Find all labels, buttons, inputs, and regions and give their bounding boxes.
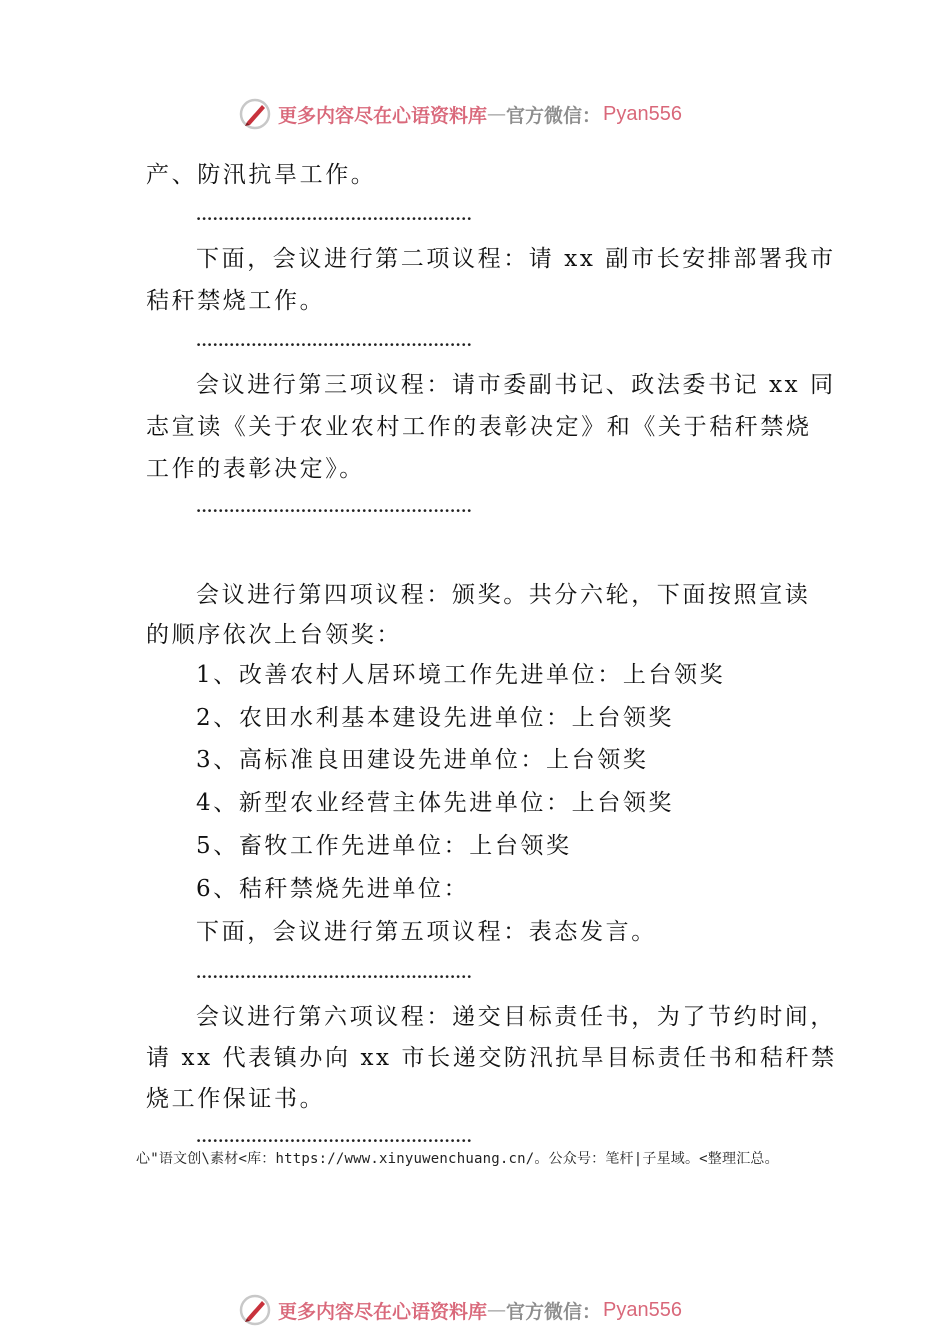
award-item: 1、改善农村人居环境工作先进单位：上台领奖 [196,662,726,688]
text-line: 会议进行第四项议程：颁奖。共分六轮，下面按照宣读 [196,582,811,608]
pen-circle-logo-icon [238,1293,272,1327]
dots-separator: .................................................. [196,1128,473,1146]
award-item: 2、农田水利基本建设先进单位：上台领奖 [196,705,675,731]
text-line: 烧工作保证书。 [146,1086,326,1112]
text-line: 会议进行第三项议程：请市委副书记、政法委书记 xx 同 [196,372,836,398]
banner-wechat-label: 官方微信： [506,1300,602,1323]
banner-dash: — [487,103,507,125]
text-line: 会议进行第六项议程：递交目标责任书，为了节约时间， [196,1004,836,1030]
award-item: 4、新型农业经营主体先进单位：上台领奖 [196,790,675,816]
banner-wechat-label: 官方微信： [506,104,602,127]
footer-banner [238,1292,758,1328]
dots-separator: .................................................. [196,206,473,224]
banner-wechat-id: Pyan556 [603,1298,682,1321]
text-line: 产、防汛抗旱工作。 [146,162,377,188]
banner-title: 更多内容尽在心语资料库 [278,104,488,127]
text-line: 秸秆禁烧工作。 [146,288,326,314]
text-line: 请 xx 代表镇办向 xx 市长递交防汛抗旱目标责任书和秸秆禁 [146,1045,837,1071]
banner-title: 更多内容尽在心语资料库 [278,1300,488,1323]
text-line: 下面，会议进行第二项议程：请 xx 副市长安排部署我市 [196,246,836,272]
pen-circle-logo-icon [238,97,272,131]
dots-separator: .................................................. [196,332,473,350]
text-line: 的顺序依次上台领奖： [146,622,402,648]
text-line: 工作的表彰决定》。 [146,456,365,482]
header-banner [238,96,758,132]
banner-wechat-id: Pyan556 [603,102,682,125]
text-line: 志宣读《关于农业农村工作的表彰决定》和《关于秸秆禁烧 [146,414,812,440]
banner-dash: — [487,1299,507,1321]
award-item: 3、高标准良田建设先进单位：上台领奖 [196,747,649,773]
award-item: 5、畜牧工作先进单位：上台领奖 [196,833,572,859]
dots-separator: .................................................. [196,964,473,982]
award-item: 6、秸秆禁烧先进单位： [196,876,470,902]
text-line: 下面，会议进行第五项议程：表态发言。 [196,919,657,945]
dots-separator: .................................................. [196,498,473,516]
source-footer: 心"语文创\素材<库：https://www.xinyuwenchuang.cn/。公众号：笔杆|子星域。<整理汇总。 [136,1151,779,1167]
